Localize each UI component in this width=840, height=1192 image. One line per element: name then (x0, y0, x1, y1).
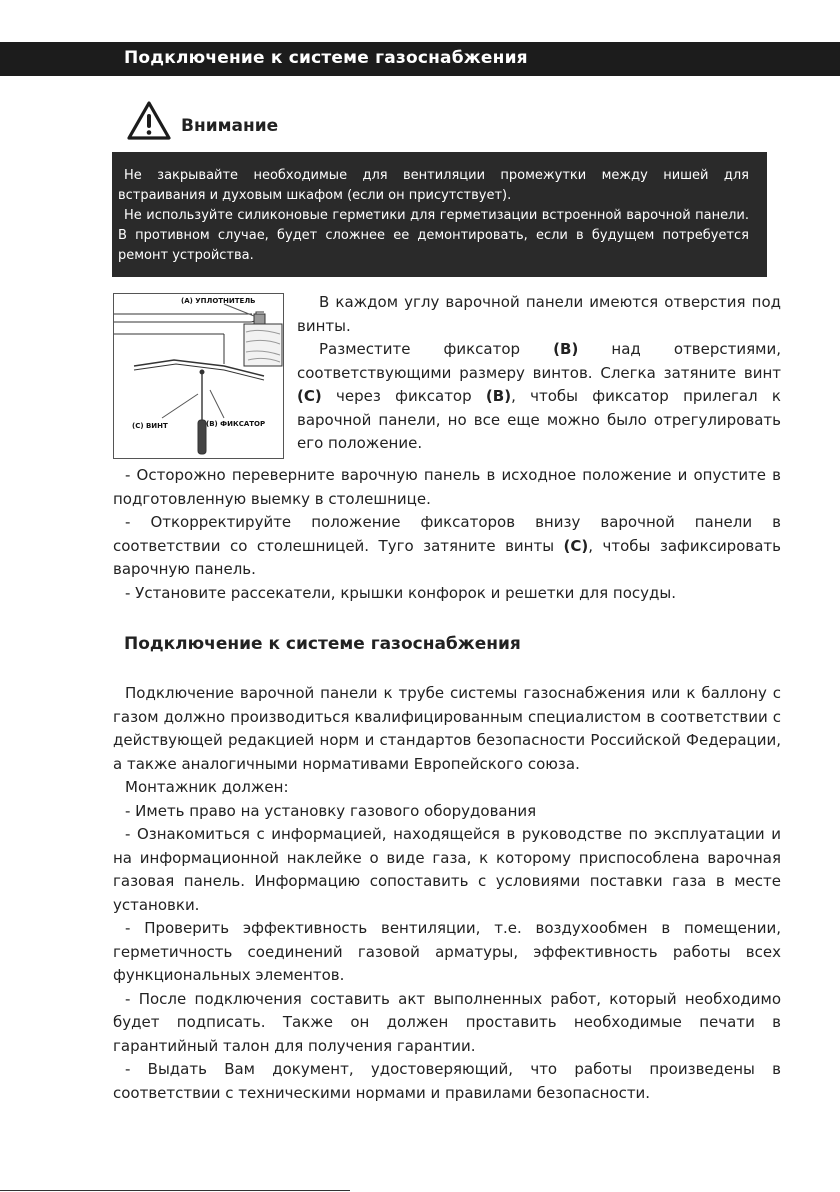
install-paragraph: Разместите фиксатор (B) над отверстиями, соответствующими размеру винтов. Слегка затяните винт (C) через фиксатор (B), чтобы фиксатор прилегал к варочной панели, но все еще можно было отрегулировать его положение. (297, 340, 781, 452)
section-title: Подключение к системе газоснабжения (124, 634, 521, 654)
header-bar (0, 42, 840, 76)
install-paragraph: - Откорректируйте положение фиксаторов внизу варочной панели в соответствии со столешницей. Туго затяните винты (C), чтобы зафиксировать варочную панель. (113, 513, 781, 578)
warning-triangle-icon (126, 100, 172, 142)
installation-diagram (114, 294, 283, 458)
install-steps-side (297, 291, 781, 456)
warning-box (112, 152, 767, 277)
warning-line: Не закрывайте необходимые для вентиляции промежутки между нишей для встраивания и духовым шкафом (если он присутствует). (118, 168, 749, 203)
gas-paragraph: Подключение варочной панели к трубе системы газоснабжения или к баллону с газом должно производиться квалифицированным специалистом в соответствии с действующей редакцией норм и стандартов безопасности Российской Федерации, а также аналогичными нормативами Европейского союза. (113, 684, 781, 773)
label-clamp-b: (B) ФИКСАТОР (206, 420, 266, 428)
label-screw-c: (C) ВИНТ (132, 422, 168, 430)
gas-paragraph: - Проверить эффективность вентиляции, т.е. воздухообмен в помещении, герметичность соединений газовой арматуры, эффективность работы всех функциональных элементов. (113, 919, 781, 984)
warning-line: Не используйте силиконовые герметики для герметизации встроенной варочной панели. В противном случае, будет сложнее ее демонтировать, если в будущем потребуется ремонт устройства. (118, 208, 749, 263)
header-title: Подключение к системе газоснабжения (124, 48, 528, 68)
gas-paragraph: - После подключения составить акт выполненных работ, который необходимо будет подписать. Также он должен проставить необходимые печати в гарантийный талон для получения гарантии. (113, 989, 781, 1055)
warning-title: Внимание (181, 116, 279, 136)
installation-figure (113, 293, 284, 459)
gas-section-text (113, 682, 781, 1105)
gas-paragraph: Монтажник должен: (125, 778, 289, 796)
gas-paragraph: - Ознакомиться с информацией, находящейся в руководстве по эксплуатации и на информационной наклейке о виде газа, к которому приспособлена варочная газовая панель. Информацию сопоставить с условиями поставки газа в месте установки. (113, 825, 781, 914)
gas-paragraph: - Иметь право на установку газового оборудования (125, 801, 537, 820)
install-steps (113, 464, 781, 605)
label-seal-a: (A) УПЛОТНИТЕЛЬ (181, 297, 256, 305)
footer-divider (0, 1190, 350, 1191)
install-paragraph: - Установите рассекатели, крышки конфорок и решетки для посуды. (125, 583, 677, 602)
install-paragraph: - Осторожно переверните варочную панель в исходное положение и опустите в подготовленную выемку в столешнице. (113, 466, 781, 508)
gas-paragraph: - Выдать Вам документ, удостоверяющий, что работы произведены в соответствии с техническими нормами и правилами безопасности. (113, 1060, 781, 1102)
install-paragraph: В каждом углу варочной панели имеются отверстия под винты. (297, 293, 781, 335)
